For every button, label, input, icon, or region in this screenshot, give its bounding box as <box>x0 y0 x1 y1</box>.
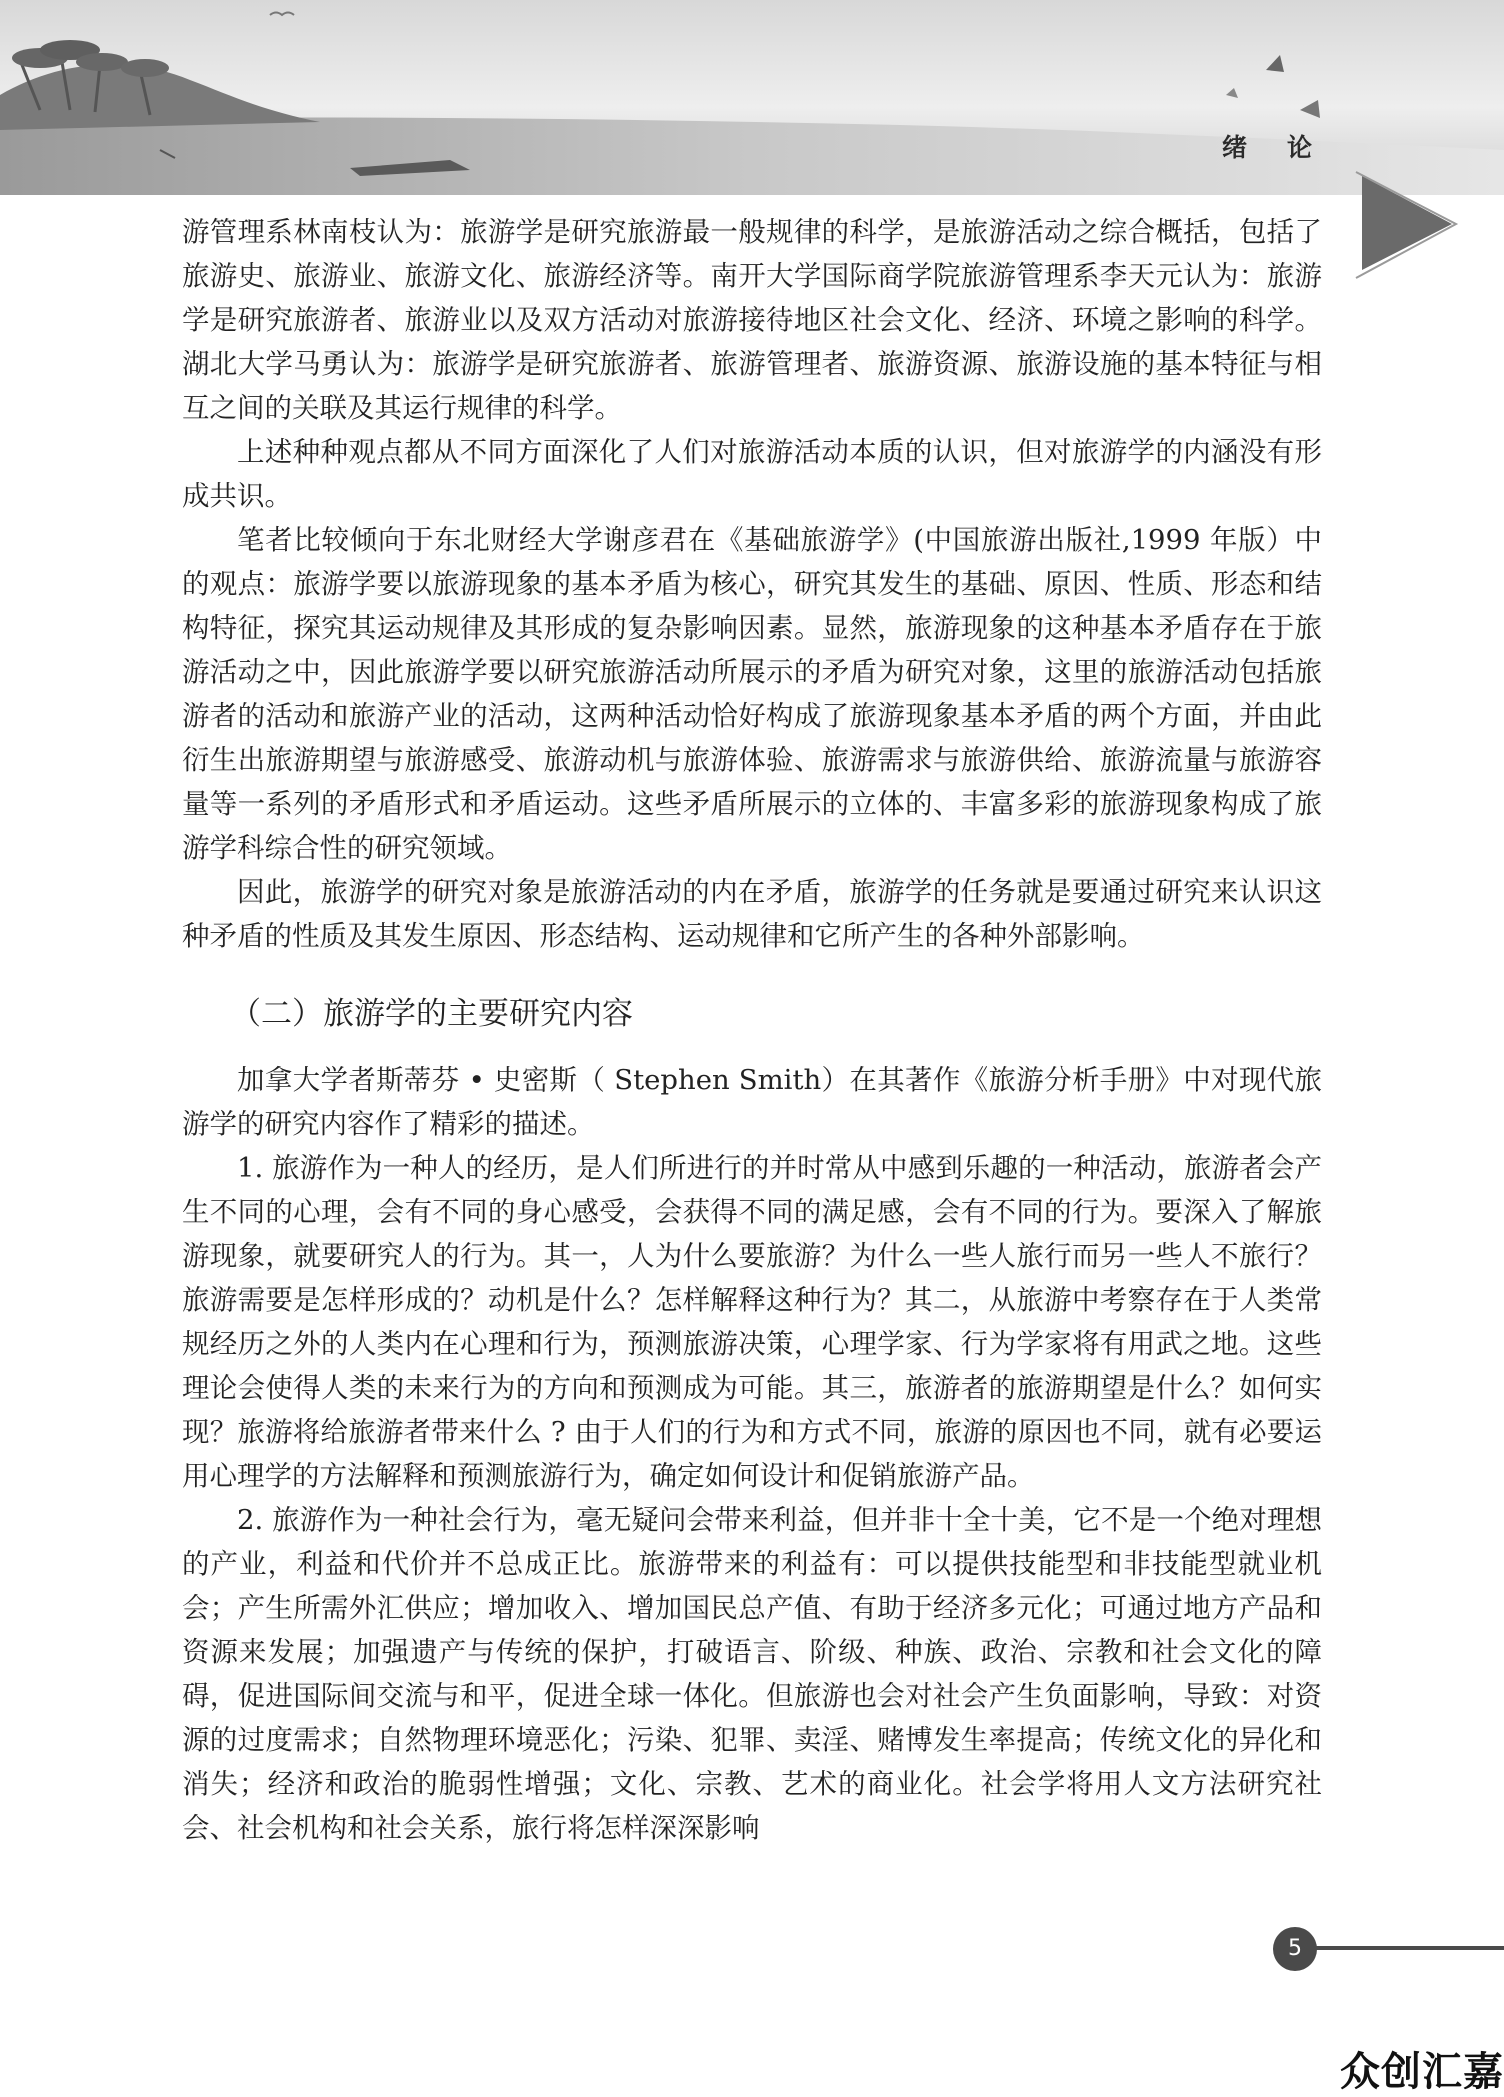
header-banner <box>0 0 1504 195</box>
beach-banner-image <box>0 0 1504 195</box>
section-title: 绪论 <box>1222 133 1353 162</box>
paragraph-6: 1. 旅游作为一种人的经历，是人们所进行的并时常从中感到乐趣的一种活动，旅游者会产生不同的心理，会有不同的身心感受，会获得不同的满足感，会有不同的行为。要深入了解旅游现象，就要研究人的行为。其一，人为什么要旅游？为什么一些人旅行而另一些人不旅行？旅游需要是怎样形成的？动机是什么？怎样解释这种行为？其二，从旅游中考察存在于人类常规经历之外的人类内在心理和行为，预测旅游决策，心理学家、行为学家将有用武之地。这些理论会使得人类的未来行为的方向和预测成为可能。其三，旅游者的旅游期望是什么？如何实现？旅游将给旅游者带来什么 ? 由于人们的行为和方式不同，旅游的原因也不同，就有必要运用心理学的方法解释和预测旅游行为，确定如何设计和促销旅游产品。 <box>182 1152 1322 1492</box>
paragraph-3: 笔者比较倾向于东北财经大学谢彦君在《基础旅游学》(中国旅游出版社,1999 年版）中的观点：旅游学要以旅游现象的基本矛盾为核心，研究其发生的基础、原因、性质、形态和结构特征，探究其运动规律及其形成的复杂影响因素。显然，旅游现象的这种基本矛盾存在于旅游活动之中，因此旅游学要以研究旅游活动所展示的矛盾为研究对象，这里的旅游活动包括旅游者的活动和旅游产业的活动，这两种活动恰好构成了旅游现象基本矛盾的两个方面，并由此衍生出旅游期望与旅游感受、旅游动机与旅游体验、旅游需求与旅游供给、旅游流量与旅游容量等一系列的矛盾形式和矛盾运动。这些矛盾所展示的立体的、丰富多彩的旅游现象构成了旅游学科综合性的研究领域。 <box>182 524 1322 864</box>
section-heading: （二）旅游学的主要研究内容 <box>230 996 633 1032</box>
page-number: 5 <box>1273 1927 1317 1971</box>
page-body <box>182 210 1322 1850</box>
decorative-triangle-icon <box>1352 170 1462 280</box>
paragraph-1: 游管理系林南枝认为：旅游学是研究旅游最一般规律的科学，是旅游活动之综合概括，包括了旅游史、旅游业、旅游文化、旅游经济等。南开大学国际商学院旅游管理系李天元认为：旅游学是研究旅游者、旅游业以及双方活动对旅游接待地区社会文化、经济、环境之影响的科学。湖北大学马勇认为：旅游学是研究旅游者、旅游管理者、旅游资源、旅游设施的基本特征与相互之间的关联及其运行规律的科学。 <box>182 216 1322 424</box>
paragraph-7: 2. 旅游作为一种社会行为，毫无疑问会带来利益，但并非十全十美，它不是一个绝对理想的产业，利益和代价并不总成正比。旅游带来的利益有：可以提供技能型和非技能型就业机会；产生所需外汇供应；增加收入、增加国民总产值、有助于经济多元化；可通过地方产品和资源来发展；加强遗产与传统的保护，打破语言、阶级、种族、政治、宗教和社会文化的障碍，促进国际间交流与和平，促进全球一体化。但旅游也会对社会产生负面影响，导致：对资源的过度需求；自然物理环境恶化；污染、犯罪、卖淫、赌博发生率提高；传统文化的异化和消失；经济和政治的脆弱性增强；文化、宗教、艺术的商业化。社会学将用人文方法研究社会、社会机构和社会关系，旅行将怎样深深影响 <box>182 1504 1322 1844</box>
paragraph-2: 上述种种观点都从不同方面深化了人们对旅游活动本质的认识，但对旅游学的内涵没有形成共识。 <box>182 436 1322 512</box>
paragraph-4: 因此，旅游学的研究对象是旅游活动的内在矛盾，旅游学的任务就是要通过研究来认识这种矛盾的性质及其发生原因、形态结构、运动规律和它所产生的各种外部影响。 <box>182 876 1322 952</box>
watermark-logo: 众创汇嘉 <box>1340 2049 1504 2095</box>
paragraph-5: 加拿大学者斯蒂芬 • 史密斯（ Stephen Smith）在其著作《旅游分析手册》中对现代旅游学的研究内容作了精彩的描述。 <box>182 1064 1322 1140</box>
